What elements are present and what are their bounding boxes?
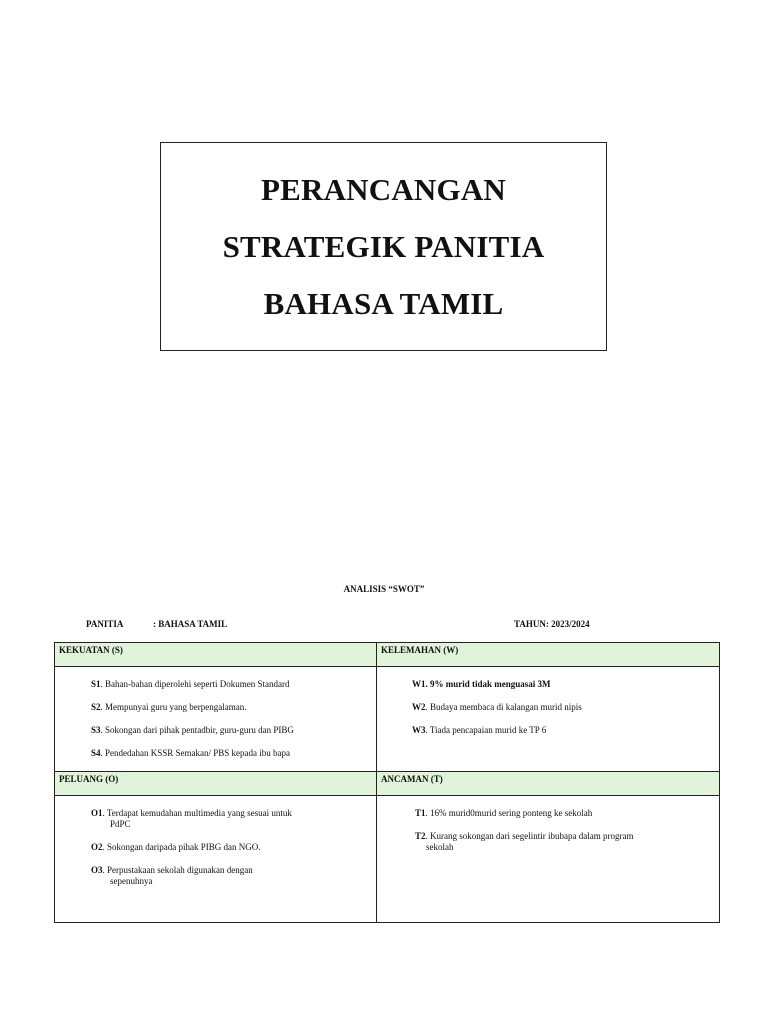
kelemahan-cell — [377, 667, 720, 772]
item-text: . Kurang sokongan dari segelintir ibubapa dalam program — [425, 831, 634, 841]
title-line-2: STRATEGIK PANITIA — [222, 229, 545, 264]
item-text: . Terdapat kemudahan multimedia yang sesuai untuk — [102, 808, 292, 818]
analysis-heading: ANALISIS “SWOT” — [343, 584, 425, 594]
item-code: S3 — [91, 725, 101, 735]
item-text-continued: PdPC — [110, 819, 131, 829]
kelemahan-header: KELEMAHAN (W) — [377, 643, 720, 667]
item-code: S4 — [91, 748, 101, 758]
item-code: S2 — [91, 702, 101, 712]
item-text-continued: sekolah — [426, 842, 454, 852]
tahun-label: TAHUN: 2023/2024 — [514, 619, 590, 629]
panitia-value: : BAHASA TAMIL — [153, 619, 228, 629]
item-code: O3 — [91, 865, 103, 875]
item-text: . Pendedahan KSSR Semakan/ PBS kepada ibu bapa — [100, 748, 290, 758]
peluang-header: PELUANG (O) — [55, 772, 377, 796]
item-code: O2 — [91, 842, 103, 852]
item-code: W1 — [412, 679, 426, 689]
item-text: . Mempunyai guru yang berpengalaman. — [100, 702, 247, 712]
kekuatan-item — [55, 748, 376, 759]
title-line-3: BAHASA TAMIL — [263, 286, 504, 321]
item-text: . Budaya membaca di kalangan murid nipis — [425, 702, 582, 712]
swot-table — [54, 642, 720, 923]
item-code: T1 — [415, 808, 426, 818]
peluang-cell — [55, 796, 377, 923]
item-code: S1 — [91, 679, 101, 689]
item-text: . 16% murid0murid sering ponteng ke sekolah — [425, 808, 593, 818]
item-text: . Sokongan dari pihak pentadbir, guru-guru dan PIBG — [100, 725, 294, 735]
kelemahan-item — [377, 702, 719, 713]
ancaman-item — [377, 831, 719, 853]
kekuatan-cell — [55, 667, 377, 772]
item-text: . Bahan-bahan diperolehi seperti Dokumen Standard — [100, 679, 290, 689]
item-text: . Tiada pencapaian murid ke TP 6 — [425, 725, 547, 735]
ancaman-cell — [377, 796, 720, 923]
kelemahan-item — [377, 725, 719, 736]
item-code: O1 — [91, 808, 103, 818]
kekuatan-item — [55, 702, 376, 713]
item-code: W3 — [412, 725, 426, 735]
title-line-1: PERANCANGAN — [260, 172, 507, 207]
item-code: T2 — [415, 831, 426, 841]
panitia-label: PANITIA — [86, 619, 124, 629]
peluang-item — [55, 808, 376, 830]
peluang-item — [55, 865, 376, 887]
item-code: W2 — [412, 702, 426, 712]
item-text-continued: sepenuhnya — [110, 876, 153, 886]
ancaman-item — [377, 808, 719, 819]
item-text: . 9% murid tidak menguasai 3M — [425, 679, 551, 689]
item-text: . Perpustakaan sekolah digunakan dengan — [102, 865, 253, 875]
kelemahan-item — [377, 679, 719, 690]
kekuatan-header: KEKUATAN (S) — [55, 643, 377, 667]
peluang-item — [55, 842, 376, 853]
title-box — [160, 142, 607, 351]
item-text: . Sokongan daripada pihak PIBG dan NGO. — [102, 842, 261, 852]
kekuatan-item — [55, 679, 376, 690]
kekuatan-item — [55, 725, 376, 736]
ancaman-header: ANCAMAN (T) — [377, 772, 720, 796]
